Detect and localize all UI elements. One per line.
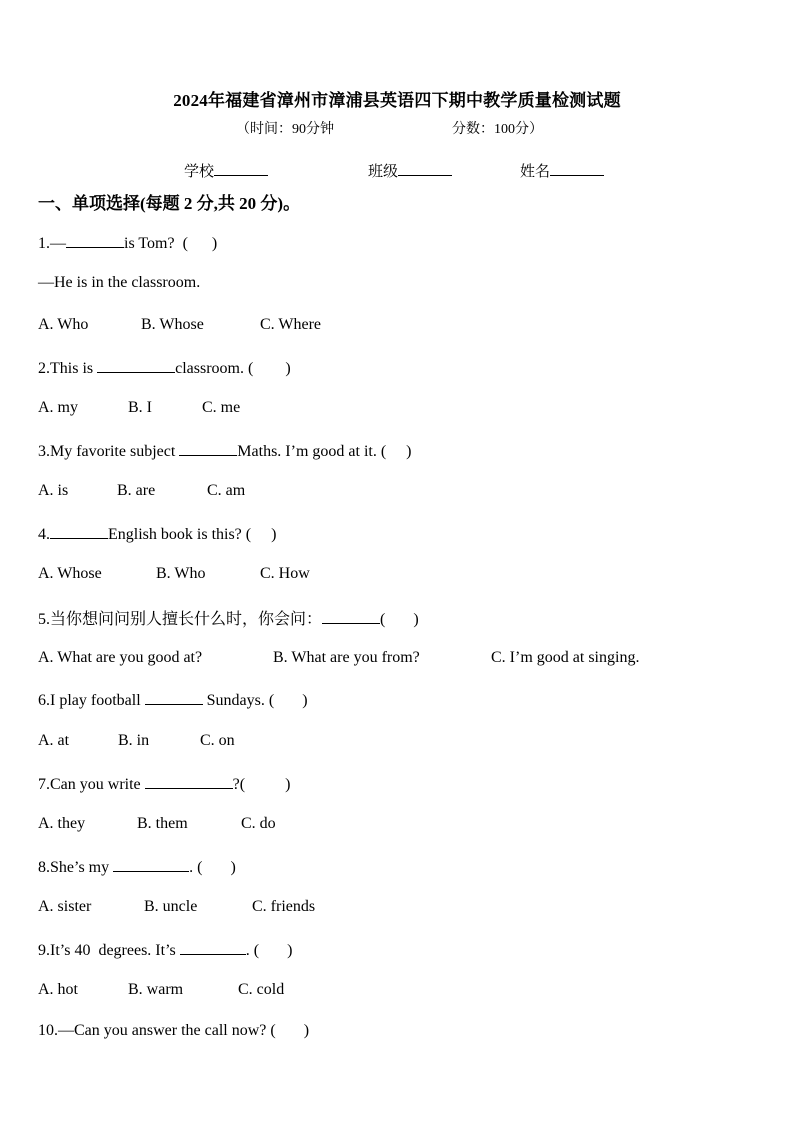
option-c[interactable]: C. me bbox=[202, 399, 241, 416]
name-blank[interactable] bbox=[550, 161, 604, 176]
school-label: 学校 bbox=[184, 164, 215, 180]
question-text: ( ) bbox=[380, 611, 419, 628]
option-b[interactable]: B. are bbox=[117, 482, 156, 499]
option-b[interactable]: B. Whose bbox=[141, 316, 204, 333]
answer-blank[interactable] bbox=[97, 357, 175, 373]
question-text: . ( ) bbox=[189, 859, 236, 876]
question-text: 4. bbox=[38, 526, 50, 543]
class-blank[interactable] bbox=[398, 161, 452, 176]
question-text: Sundays. ( ) bbox=[202, 692, 308, 709]
question-9 bbox=[38, 939, 292, 960]
option-b[interactable]: B. them bbox=[137, 815, 188, 832]
option-c[interactable]: C. I’m good at singing. bbox=[491, 649, 640, 666]
question-text: 1.— bbox=[38, 235, 66, 252]
question-text: 6.I play football bbox=[38, 692, 145, 709]
question-text: . ( ) bbox=[245, 942, 293, 959]
option-b[interactable]: B. warm bbox=[128, 981, 184, 998]
question-text: Maths. I’m good at it. ( ) bbox=[237, 443, 412, 460]
option-a[interactable]: A. my bbox=[38, 399, 78, 416]
question-text: classroom. ( ) bbox=[175, 360, 291, 377]
answer-blank[interactable] bbox=[66, 232, 124, 248]
question-text: 2.This is bbox=[38, 360, 98, 377]
question-5 bbox=[38, 606, 419, 629]
exam-score: 分数：100分） bbox=[452, 122, 543, 137]
name-label: 姓名 bbox=[520, 164, 551, 180]
option-a[interactable]: A. Who bbox=[38, 316, 89, 333]
question-text: 3.My favorite subject bbox=[38, 443, 180, 460]
option-b[interactable]: B. in bbox=[118, 732, 150, 749]
section-heading: 一、单项选择(每题 2 分,共 20 分)。 bbox=[38, 194, 301, 213]
option-a[interactable]: A. What are you good at? bbox=[38, 649, 203, 666]
answer-blank[interactable] bbox=[113, 856, 189, 872]
class-field bbox=[368, 160, 452, 181]
option-c[interactable]: C. do bbox=[241, 815, 276, 832]
option-c[interactable]: C. Where bbox=[260, 316, 322, 333]
question-text: ?( ) bbox=[232, 776, 291, 793]
question-1-response: —He is in the classroom. bbox=[38, 274, 201, 291]
option-c[interactable]: C. How bbox=[260, 565, 310, 582]
question-2 bbox=[38, 357, 291, 378]
answer-blank[interactable] bbox=[322, 608, 380, 624]
answer-blank[interactable] bbox=[145, 773, 233, 789]
answer-blank[interactable] bbox=[50, 523, 108, 539]
question-text: 9.It’s 40 degrees. It’s bbox=[38, 942, 180, 959]
option-b[interactable]: B. What are you from? bbox=[273, 649, 420, 666]
answer-blank[interactable] bbox=[179, 440, 237, 456]
option-c[interactable]: C. am bbox=[207, 482, 246, 499]
option-a[interactable]: A. sister bbox=[38, 898, 92, 915]
school-field bbox=[184, 160, 268, 181]
answer-blank[interactable] bbox=[145, 689, 203, 705]
name-field bbox=[520, 160, 604, 181]
question-text: is Tom? ( ) bbox=[124, 235, 218, 252]
answer-blank[interactable] bbox=[180, 939, 246, 955]
option-b[interactable]: B. uncle bbox=[144, 898, 198, 915]
question-8 bbox=[38, 856, 236, 877]
question-6 bbox=[38, 689, 308, 710]
question-text: 7.Can you write bbox=[38, 776, 145, 793]
option-a[interactable]: A. they bbox=[38, 815, 86, 832]
question-text: 5.当你想问问别人擅长什么时，你会问： bbox=[38, 611, 323, 628]
exam-title: 2024年福建省漳州市漳浦县英语四下期中教学质量检测试题 bbox=[173, 91, 621, 110]
question-1 bbox=[38, 232, 217, 253]
option-a[interactable]: A. Whose bbox=[38, 565, 102, 582]
option-a[interactable]: A. at bbox=[38, 732, 70, 749]
school-blank[interactable] bbox=[214, 161, 268, 176]
question-text: English book is this? ( ) bbox=[108, 526, 277, 543]
class-label: 班级 bbox=[368, 164, 399, 180]
option-a[interactable]: A. is bbox=[38, 482, 69, 499]
exam-time: （时间：90分钟 bbox=[236, 122, 334, 137]
option-c[interactable]: C. on bbox=[200, 732, 235, 749]
option-c[interactable]: C. friends bbox=[252, 898, 316, 915]
question-7 bbox=[38, 773, 290, 794]
option-a[interactable]: A. hot bbox=[38, 981, 78, 998]
option-c[interactable]: C. cold bbox=[238, 981, 285, 998]
option-b[interactable]: B. I bbox=[128, 399, 152, 416]
question-4 bbox=[38, 523, 276, 544]
question-text: 8.She’s my bbox=[38, 859, 114, 876]
option-b[interactable]: B. Who bbox=[156, 565, 206, 582]
question-3 bbox=[38, 440, 412, 461]
question-10: 10.—Can you answer the call now? ( ) bbox=[38, 1022, 310, 1039]
